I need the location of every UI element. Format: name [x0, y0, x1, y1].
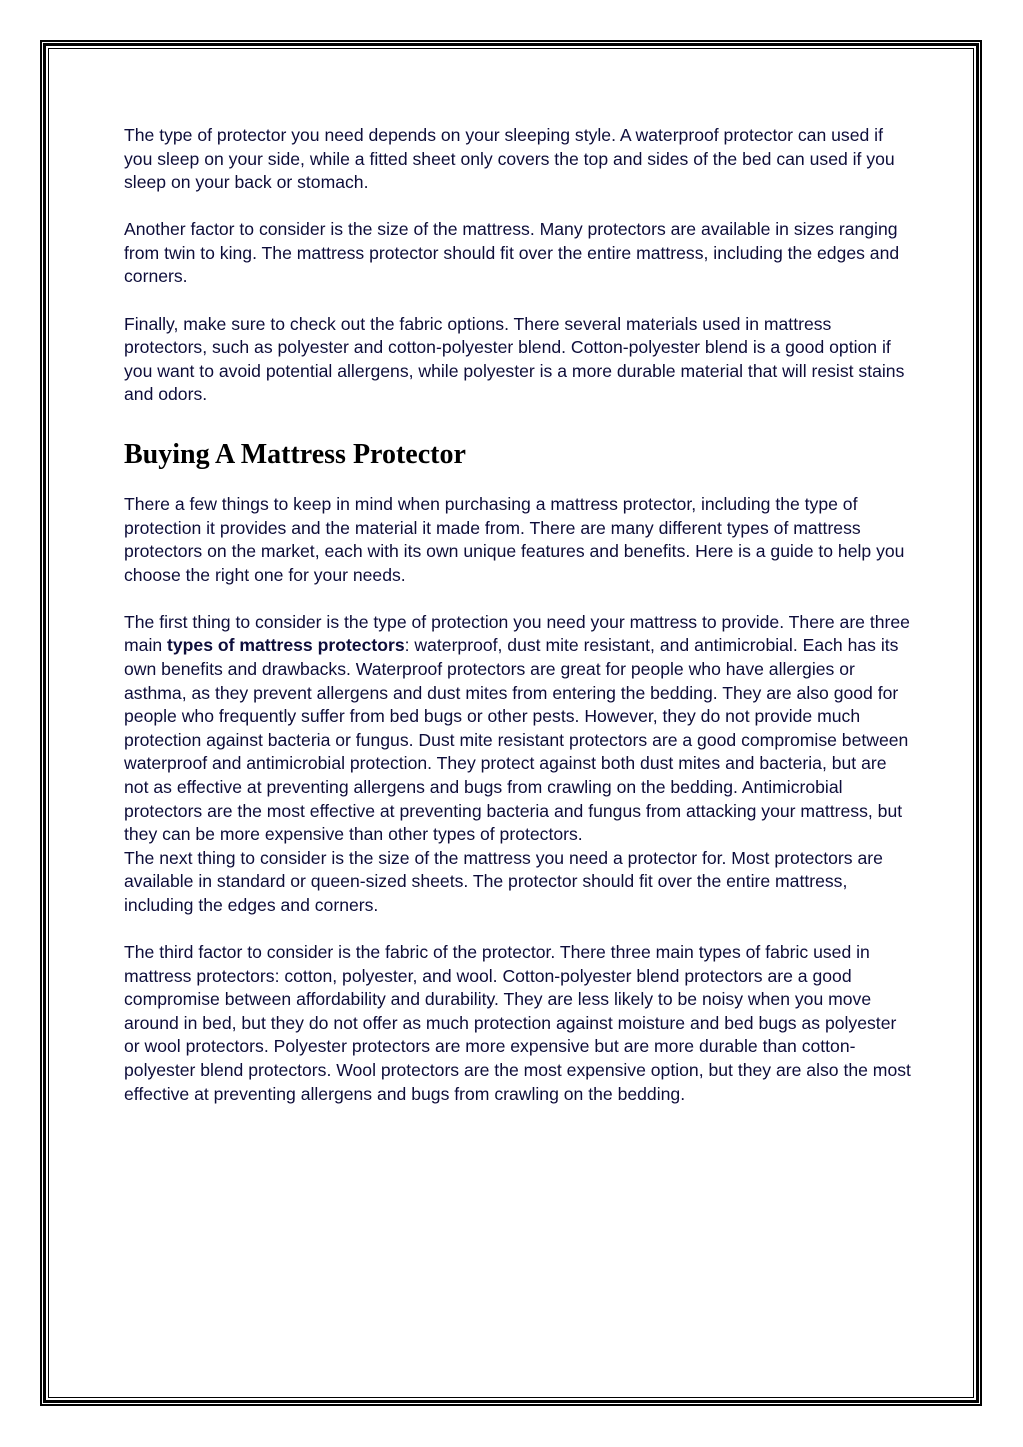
paragraph-protector-fabric: The third factor to consider is the fabric of the protector. There three main types of fabric used in mattress protectors: cotton, polyester, and wool. Cotton-polyester blend protectors are a good compromise between affordability and durability. They are less likely to be noisy when you move around in bed, but they do not offer as much protection against moisture and bed bugs as polyester or wool protectors. Polyester protectors are more expensive but are more durable than cotton-polyester blend protectors. Wool protectors are the most expensive option, but they are also the most effective at preventing allergens and bugs from crawling on the bedding.: [124, 942, 911, 1104]
paragraph-fabric-options: Finally, make sure to check out the fabric options. There several materials used in mattress protectors, such as polyester and cotton-polyester blend. Cotton-polyester blend is a good option if you want to avoid potential allergens, while polyester is a more durable material that will resist stains and odors.: [124, 313, 905, 405]
paragraph-mattress-size: Another factor to consider is the size of the mattress. Many protectors are available in sizes ranging from twin to king. The mattress protector should fit over the entire mattress, including the edges and corners.: [124, 219, 900, 287]
document-body: [124, 124, 914, 1130]
protection-text-start: The first thing to consider is the type of protection you need your mattress to provide. There are three main: [124, 611, 910, 656]
paragraph-protection-types: [124, 611, 914, 847]
section-heading: Buying A Mattress Protector: [124, 438, 466, 470]
protection-text-end: : waterproof, dust mite resistant, and antimicrobial. Each has its own benefits and drawbacks. Waterproof protectors are great for people who have allergies or asthma, as they prevent allergens and dust mites from entering the bedding. They are also good for people who frequently suffer from bed bugs or other pests. However, they do not provide much protection against bacteria or fungus. Dust mite resistant protectors are a good compromise between waterproof and antimicrobial protection. They protect against both dust mites and bacteria, but are not as effective at preventing allergens and bugs from crawling on the bedding. Antimicrobial protectors are the most effective at preventing bacteria and fungus from attacking your mattress, but they can be more expensive than other types of protectors.: [124, 635, 909, 845]
paragraph-protector-size: The next thing to consider is the size of the mattress you need a protector for. Most protectors are available in standard or queen-sized sheets. The protector should fit over the entire mattress, including the edges and corners.: [124, 847, 883, 915]
paragraph-intro: There a few things to keep in mind when purchasing a mattress protector, including the type of protection it provides and the material it made from. There are many different types of mattress protectors on the market, each with its own unique features and benefits. Here is a guide to help you choose the right one for your needs.: [124, 493, 905, 585]
paragraph-sleeping-style: The type of protector you need depends on your sleeping style. A waterproof protector can used if you sleep on your side, while a fitted sheet only covers the top and sides of the bed can used if you sleep on your back or stomach.: [124, 125, 895, 193]
protection-types-link-text: types of mattress protectors: [167, 635, 405, 656]
